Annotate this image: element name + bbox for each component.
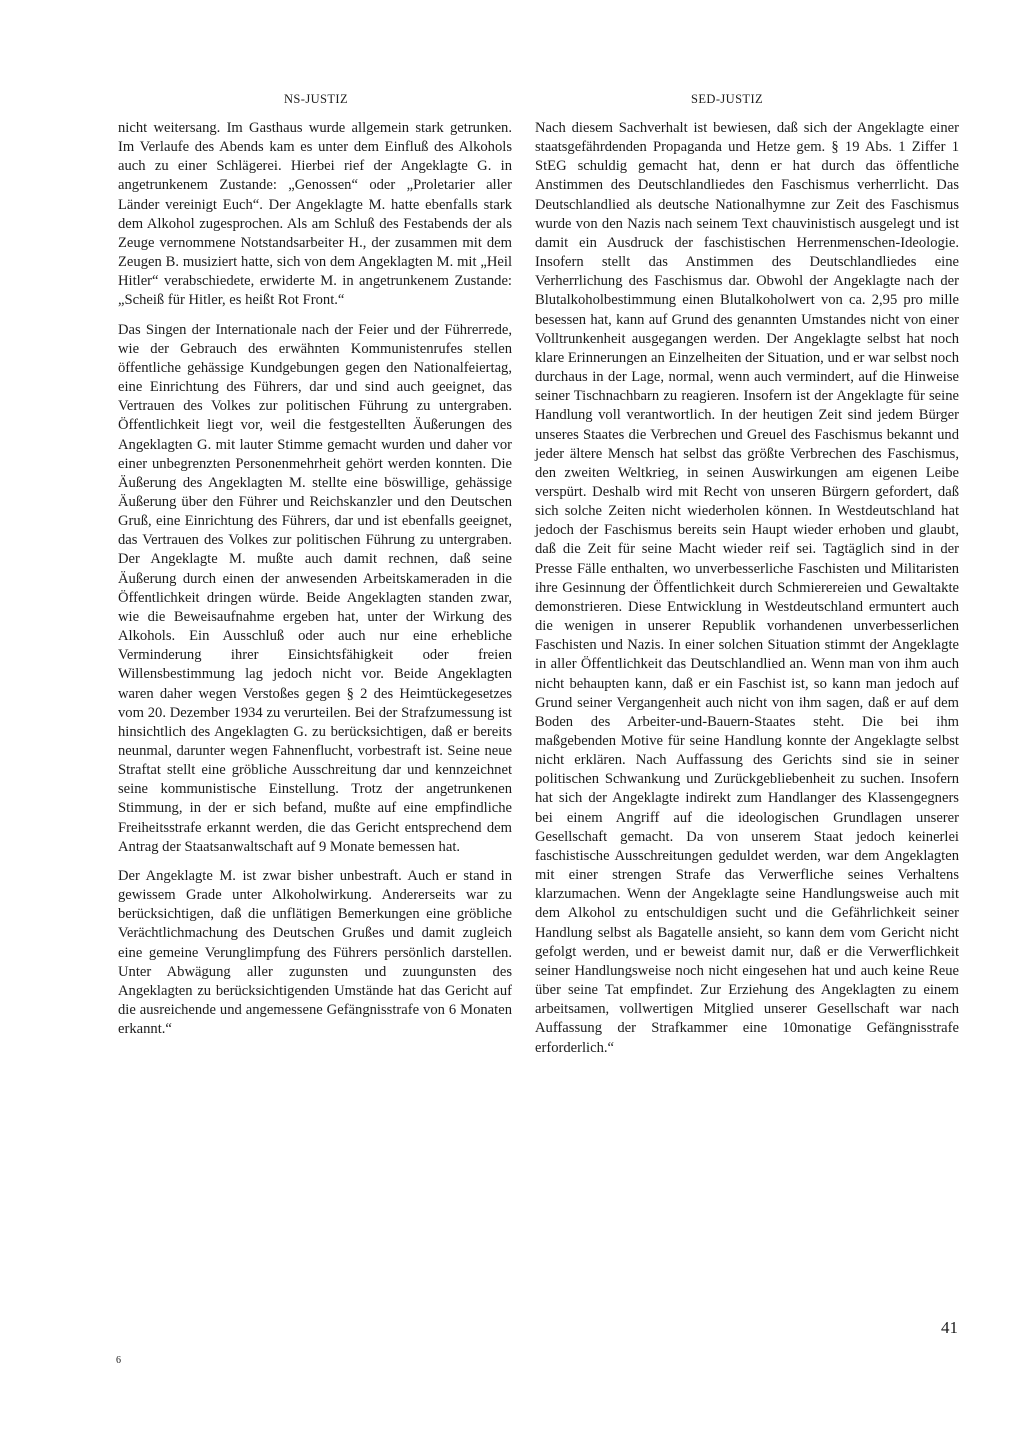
right-column bbox=[535, 119, 959, 1058]
left-paragraph-1: nicht weitersang. Im Gasthaus wurde allgemein stark getrunken. Im Verlaufe des Abends kam es unter dem Einfluß des Alkohols auch zu einer Schlägerei. Hierbei rief der Angeklagte G. in angetrunkenem Zustande: „Genossen“ oder „Proletarier aller Länder vereinigt Euch“. Der Angeklagte M. hatte ebenfalls stark dem Alkohol zugesprochen. Als am Schluß des Festabends der als Zeuge vernommene Notstandsarbeiter H., der zusammen mit dem Zeugen B. musiziert hatte, sich von dem Angeklagten M. mit „Heil Hitler“ verabschiedete, erwiderte M. in angetrunkenem Zustande: „Scheiß für Hitler, es heißt Rot Front.“ bbox=[118, 120, 512, 309]
left-paragraph-3: Der Angeklagte M. ist zwar bisher unbestraft. Auch er stand in gewissem Grade unter Alkoholwirkung. Andererseits war zu berücksichtigen, daß die unflätigen Bemerkungen eine gröbliche Verächtlichmachung des Deutschen Grußes und damit zugleich eine gemeine Verunglimpfung des Führers persönlich darstellen. Unter Abwägung aller zugunsten und zuungunsten des Angeklagten zu berücksichtigenden Umstände hat das Gericht auf die ausreichende und angemessene Gefängnisstrafe von 6 Monaten erkannt.“ bbox=[118, 867, 512, 1038]
left-paragraph-2: Das Singen der Internationale nach der Feier und der Führerrede, wie der Gebrauch des erwähnten Kommunistenrufes stellen öffentliche gehässige Kundgebungen gegen den Nationalfeiertag, eine Einrichtung des Führers, dar und sind auch geeignet, das Vertrauen des Volkes zur politischen Führung zu untergraben. Öffentlichkeit liegt vor, weil die festgestellten Äußerungen des Angeklagten G. mit lauter Stimme gemacht wurden und daher vor einer unbegrenzten Personenmehrheit gehört werden konnten. Die Äußerung des Angeklagten M. stellte eine böswillige, gehässige Äußerung über den Führer und Reichskanzler und den Deutschen Gruß, eine Einrichtung des Führers, dar und ist ebenfalls geeignet, das Vertrauen des Volkes zur politischen Führung zu untergraben. Der Angeklagte M. mußte auch damit rechnen, daß seine Äußerung durch einen der anwesenden Arbeitskameraden in die Öffentlichkeit dringen würde. Beide Angeklagten standen zwar, wie die Beweisaufnahme ergeben hat, unter der Wirkung des Alkohols. Ein Ausschluß oder auch nur eine erhebliche Verminderung ihrer Einsichtsfähigkeit oder freien Willensbestimmung lag jedoch nicht vor. Beide Angeklagten waren daher wegen Verstoßes gegen § 2 des Heimtückegesetzes vom 20. Dezember 1934 zu verurteilen. Bei der Strafzumessung ist hinsichtlich des Angeklagten G. zu berücksichtigen, daß er bereits neunmal, darunter wegen Fahnenflucht, vorbestraft ist. Seine neue Straftat stellt eine gröbliche Ausschreitung dar und kennzeichnet seine kommunistische Einstellung. Trotz der angetrunkenen Stimmung, in der er sich befand, mußte auf eine empfindliche Freiheitsstrafe erkannt werden, die das Gericht entsprechend dem Antrag der Staatsanwaltschaft auf 9 Monate bemessen hat. bbox=[118, 321, 512, 855]
page-number: 41 bbox=[941, 1318, 958, 1337]
right-paragraph-1: Nach diesem Sachverhalt ist bewiesen, daß sich der Angeklagte einer staatsgefährdenden Propaganda und Hetze gem. § 19 Abs. 1 Ziffer 1 StEG schuldig gemacht hat, denn er hat durch das öffentliche Anstimmen des Deutschlandliedes den Faschismus verherrlicht. Das Deutschlandlied als deutsche Nationalhymne zur Zeit des Faschismus wurde von den Nazis nach seinem Text chauvinistisch ausgelegt und ist damit ein Ausdruck der faschistischen Herrenmenschen-Ideologie. Insofern stellt das Anstimmen des Deutschlandliedes eine Verherrlichung des Faschismus dar. Obwohl der Angeklagte nach der Blutalkoholbestimmung einen Blutalkoholwert von ca. 2,95 pro mille besessen hat, kann auf Grund des genannten Umstandes nicht von einer Volltrunkenheit ausgegangen werden. Der Angeklagte selbst hat noch klare Erinnerungen an Einzelheiten der Situation, und er war selbst noch durchaus in der Lage, normal, wenn auch vermindert, auf die Hinweise seiner Tischnachbarn zu reagieren. Insofern ist der Angeklagte für seine Handlung voll verantwortlich. In der heutigen Zeit sind jedem Bürger unseres Staates die Verbrechen und Greuel des Faschismus bekannt und jeder ältere Mensch hat selbst das größte Verbrechen des Faschismus, den zweiten Weltkrieg, in seinen Auswirkungen am eigenen Leibe verspürt. Deshalb wird mit Recht von unseren Bürgern gefordert, daß sich solche Zeiten nicht wiederholen können. In Westdeutschland hat jedoch der Faschismus bereits sein Haupt wieder erhoben und glaubt, daß die Zeit für seine Macht wieder reif sei. Tagtäglich sind in der Presse Fälle enthalten, wo unverbesserliche Faschisten und Militaristen ihre Gesinnung der Öffentlichkeit durch Schmierereien und Gewaltakte demonstrieren. Diese Entwicklung in Westdeutschland ermuntert auch die wenigen in unserer Republik vorhandenen unverbesserlichen Faschisten und Nazis. In einer solchen Situation stimmt der Angeklagte in aller Öffentlichkeit das Deutschlandlied an. Wenn man von ihm auch nicht behaupten kann, daß er ein Faschist ist, so kann man jedoch auf Grund seiner Vergangenheit auch nicht von ihm sagen, daß er auf dem Boden des Arbeiter-und-Bauern-Staates steht. Die bei ihm maßgebenden Motive für seine Handlung konnte der Angeklagte selbst nicht erklären. Nach Auffassung des Gerichts sind sie in seiner politischen Schwankung und Zurückgebliebenheit zu suchen. Insofern hat sich der Angeklagte indirekt zum Handlanger des Klassengegners bei einem Angriff auf die ideologischen Grundlagen unserer Gesellschaft gemacht. Da von unserem Staat jedoch keinerlei faschistische Ausschreitungen geduldet werden, war dem Angeklagten mit einer strengen Strafe das Verwerfliche seines Verhaltens klarzumachen. Wenn der Angeklagte seine Handlungsweise auch mit dem Alkohol zu entschuldigen sucht und die Gefährlichkeit seiner Handlung selbst als Bagatelle ansieht, so kann dem vom Gericht nicht gefolgt werden, und er beweist damit nur, daß er die Verwerflichkeit seiner Handlungsweise noch nicht eingesehen hat und auch keine Reue über seine Tat empfindet. Zur Erziehung des Angeklagten zu einem arbeitsamen, vollwertigen Mitglied unserer Gesellschaft war nach Auffassung der Strafkammer eine 10monatige Gefängnisstrafe erforderlich.“ bbox=[535, 120, 959, 1056]
left-column-header: NS-JUSTIZ bbox=[284, 92, 349, 106]
left-column bbox=[118, 119, 512, 1039]
right-column-header: SED-JUSTIZ bbox=[691, 92, 764, 106]
signature-mark: 6 bbox=[116, 1355, 121, 1366]
